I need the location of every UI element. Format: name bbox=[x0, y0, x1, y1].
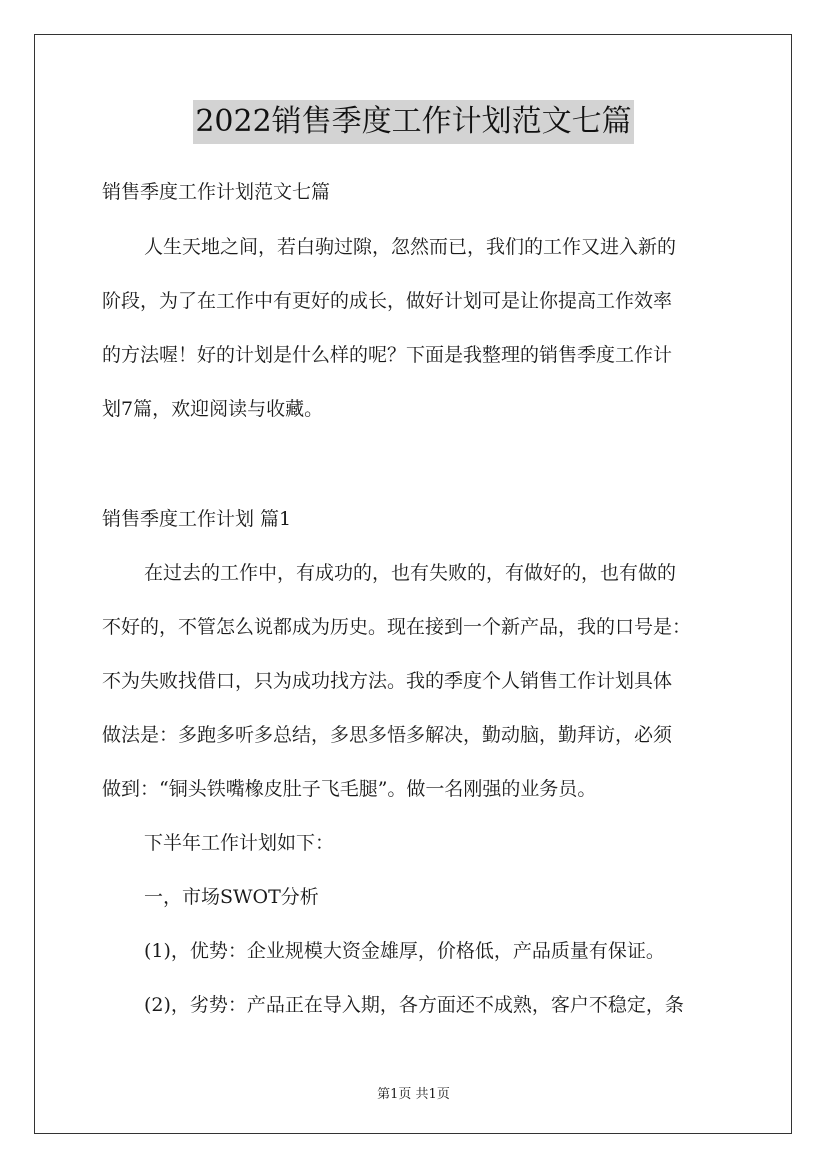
paragraph-line: 不好的，不管怎么说都成为历史。现在接到一个新产品，我的口号是： bbox=[102, 616, 692, 638]
paragraph-line: 的方法喔！好的计划是什么样的呢？下面是我整理的销售季度工作计 bbox=[102, 344, 673, 366]
section-heading: 销售季度工作计划 篇1 bbox=[102, 508, 292, 530]
document-title: 2022销售季度工作计划范文七篇 bbox=[193, 100, 633, 144]
subtitle: 销售季度工作计划范文七篇 bbox=[102, 181, 331, 203]
title-container bbox=[0, 100, 827, 144]
paragraph-line: 人生天地之间，若白驹过隙，忽然而已，我们的工作又进入新的 bbox=[144, 236, 677, 258]
paragraph-line: 一，市场SWOT分析 bbox=[144, 886, 319, 908]
page-footer: 第1页 共1页 bbox=[377, 1087, 450, 1102]
paragraph-line: 做到：“铜头铁嘴橡皮肚子飞毛腿”。做一名刚强的业务员。 bbox=[102, 778, 597, 800]
paragraph-line: 在过去的工作中，有成功的，也有失败的，有做好的，也有做的 bbox=[144, 562, 677, 584]
paragraph-line: 下半年工作计划如下： bbox=[144, 832, 335, 854]
paragraph-line: 划7篇，欢迎阅读与收藏。 bbox=[102, 398, 324, 420]
paragraph-line: (1)，优势：企业规模大资金雄厚，价格低，产品质量有保证。 bbox=[144, 940, 665, 962]
paragraph-line: 阶段，为了在工作中有更好的成长，做好计划可是让你提高工作效率 bbox=[102, 290, 673, 312]
paragraph-line: 做法是：多跑多听多总结，多思多悟多解决，勤动脑，勤拜访，必须 bbox=[102, 724, 673, 746]
paragraph-line: 不为失败找借口，只为成功找方法。我的季度个人销售工作计划具体 bbox=[102, 670, 673, 692]
paragraph-line: (2)，劣势：产品正在导入期，各方面还不成熟，客户不稳定，条 bbox=[144, 994, 684, 1016]
